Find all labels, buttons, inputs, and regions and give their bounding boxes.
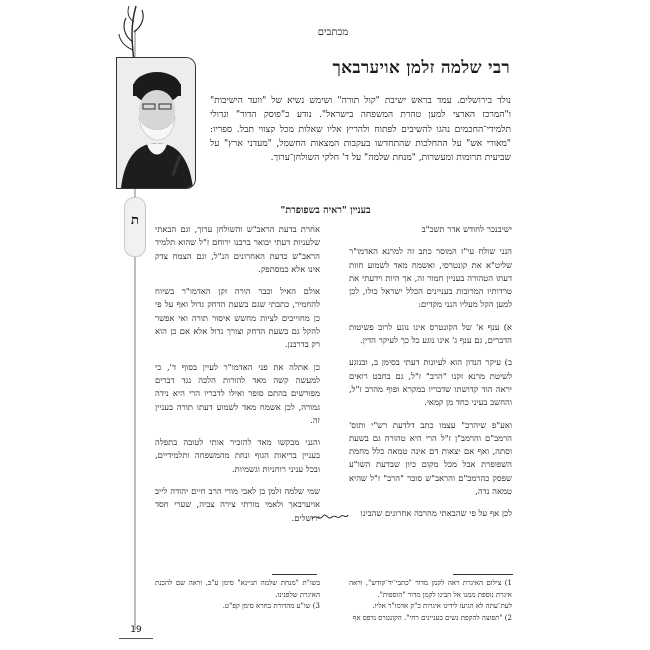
handwritten-signature — [310, 510, 350, 524]
text-column-left — [155, 223, 320, 534]
page-title: רבי שלמה זלמן אויערבאך — [332, 58, 510, 78]
paragraph: הנני שולח עי"ז המוסר כתב זה למרנא האדמו"ר שליט"א את קונטרסי, ואשמח מאד לשמוע חוות דעתו הטהורה בעניין חמור זה, אך היות וידעתי את טרדותיו המרובות בעניינים הכלל ישראל כולו, לכן למען הקל מעליו הנני מקדים: — [349, 246, 512, 310]
footnotes-right — [349, 578, 512, 624]
footnote-rule — [272, 574, 317, 575]
text-column-right — [349, 223, 512, 530]
page-number: 19 — [130, 625, 142, 635]
footnote: 2) "תפוצה להקפת נשים בעניינים רחי". הקונטרס נדפס אף — [352, 613, 512, 622]
signature-paragraph: שמי שלמה זלמן בן לאבי מורי הרב חיים יהודה לייב אויערבאך ולאמי מורתי צירה צביה, שערי חסד ירושלים. — [155, 486, 320, 523]
paragraph: ואע"פ שיהרב" עצמו כתב דלדעת רש"י ותוס' הרמב"ם והרמב"ן ז"ל הרי היא טהורה גם בשעת וסתה, ואף אם יצאות דם אינה טמאה כלל מחמת השפופרת אבל מכל מקום כיון שבדעת השו"ע שפסק כהרמב"ם והראב"ש סובר "הרב" ז"ל שהיא טמאה נדה, — [349, 419, 512, 497]
footnote: בשו"ת "מנחת שלמה תניינא" סימן ע"ב, וראה שם להכנת האיגרת שלפנינו. — [155, 579, 320, 599]
floral-ornament — [112, 2, 152, 62]
paragraph: א) ענף א' של הקונטרס אינו נוגע לרוב פשיטות הדברים, גם ענף ג' אינו נוגע כל כך לעיקר הדין. — [349, 321, 512, 346]
footnote: לעת־עתה לא הגיעו לידינו איגרות כ"ק אדמו"ר אליו. — [372, 602, 512, 610]
paragraph: ב) עיקר הנדון הוא לעיונות דעתי בסימן ב, ובנוגע לשיטת מרנא זקנו "הרב" ז"ל, גם בחבט רואים יראה הוד קדושתו שדבריו במקרא ופוף מהרב ז"ל, והחשב בעיני כחד מן קמאי. — [349, 357, 512, 408]
letter-subheading: בעניין "ראיה בשפופרת" — [280, 205, 371, 216]
page-number-rule — [119, 638, 153, 639]
chapter-tab — [124, 197, 146, 257]
footnotes-left — [155, 578, 320, 613]
footnote: 1) צילום האיגרת ראה לקמן מדור "כתבי־יד־קודש", וראה איגרת נוספת ממנו אל הבינו לקמן מדור "הוספות". — [349, 579, 512, 599]
running-head: מכתבים — [317, 27, 349, 38]
paragraph: לכן אף על פי שהבאתי מהרבה אחרונים שהבינו — [360, 508, 512, 519]
paragraph: והנני מבקשו מאד להזכיר אותי לטובה בתפלה בעניין בריאות הגוף ונחת מהמשפחה ותלמידיים, ובכל עניני רוחניות וגשמיות. — [155, 437, 320, 474]
footnote: 3) שו"ע מהדורת בחרא סימן קפ"ט. — [222, 602, 320, 610]
paragraph: כן אתלה את פני האדמו"ר לעיין בסוף ד', כי למעשה קשה מאד להורות הלכה נגד דברים מפורשים בהתם סופר ואילו לדבריו הרי היא נידה גמורה, לכן אשמח מאד לשמוע דעתו תורה בעניין זה. — [155, 361, 320, 425]
footnote-rule — [453, 574, 513, 575]
paragraph: אחרת בדעת הראב"ש והשולחן ערוך, וגם הבאתי שלעניות דעתי יבואר ברבנו ירוחם ז"ל שהוא תלמיד הראב"ש כדעת האחרונים הנ"ל, וגם הצמח צדק אינו אלא כמסתפק. — [155, 224, 320, 274]
letter-date: ישיבנכר לחודש אדר תשכ"ב — [421, 224, 512, 234]
chapter-letter: ת — [131, 213, 139, 228]
rabbi-portrait — [116, 57, 196, 189]
biography-paragraph: נולד בירושלים. עמד בראש ישיבת "קול תורה" ושימש נשיא של "וועד הישיבות" ו"המרכז הארצי למען טהרת המשפחה בישראל". נודע כ"פוסק הדור" וגדולי תלמידי־החכמים נהגו להשיבים לפתוח ולהריץ אליו שאלות מכל קצווי תבל. ספריו: "מאורי אש" על ההחלכות שהתחדשו בעקבות המצאות החשמל, "מעדני ארץ" על שביעית תרומות ומעשרות, "מנחת שלמה" על ד' חלקי השולחן־ערוך. — [210, 96, 511, 164]
paragraph: אולם האיל וכבר הורה זקן האדמו"ר בשיוח להחמיר, כתבתי שגם בשעת הדחק גדול ואף על פי כן מחוייבים לציות מחשש איסור תורה ואי אפשר להקל גם בשעת הדחק וצורך גדול אלא אם כן הוא רק בדרבנן. — [155, 286, 320, 350]
